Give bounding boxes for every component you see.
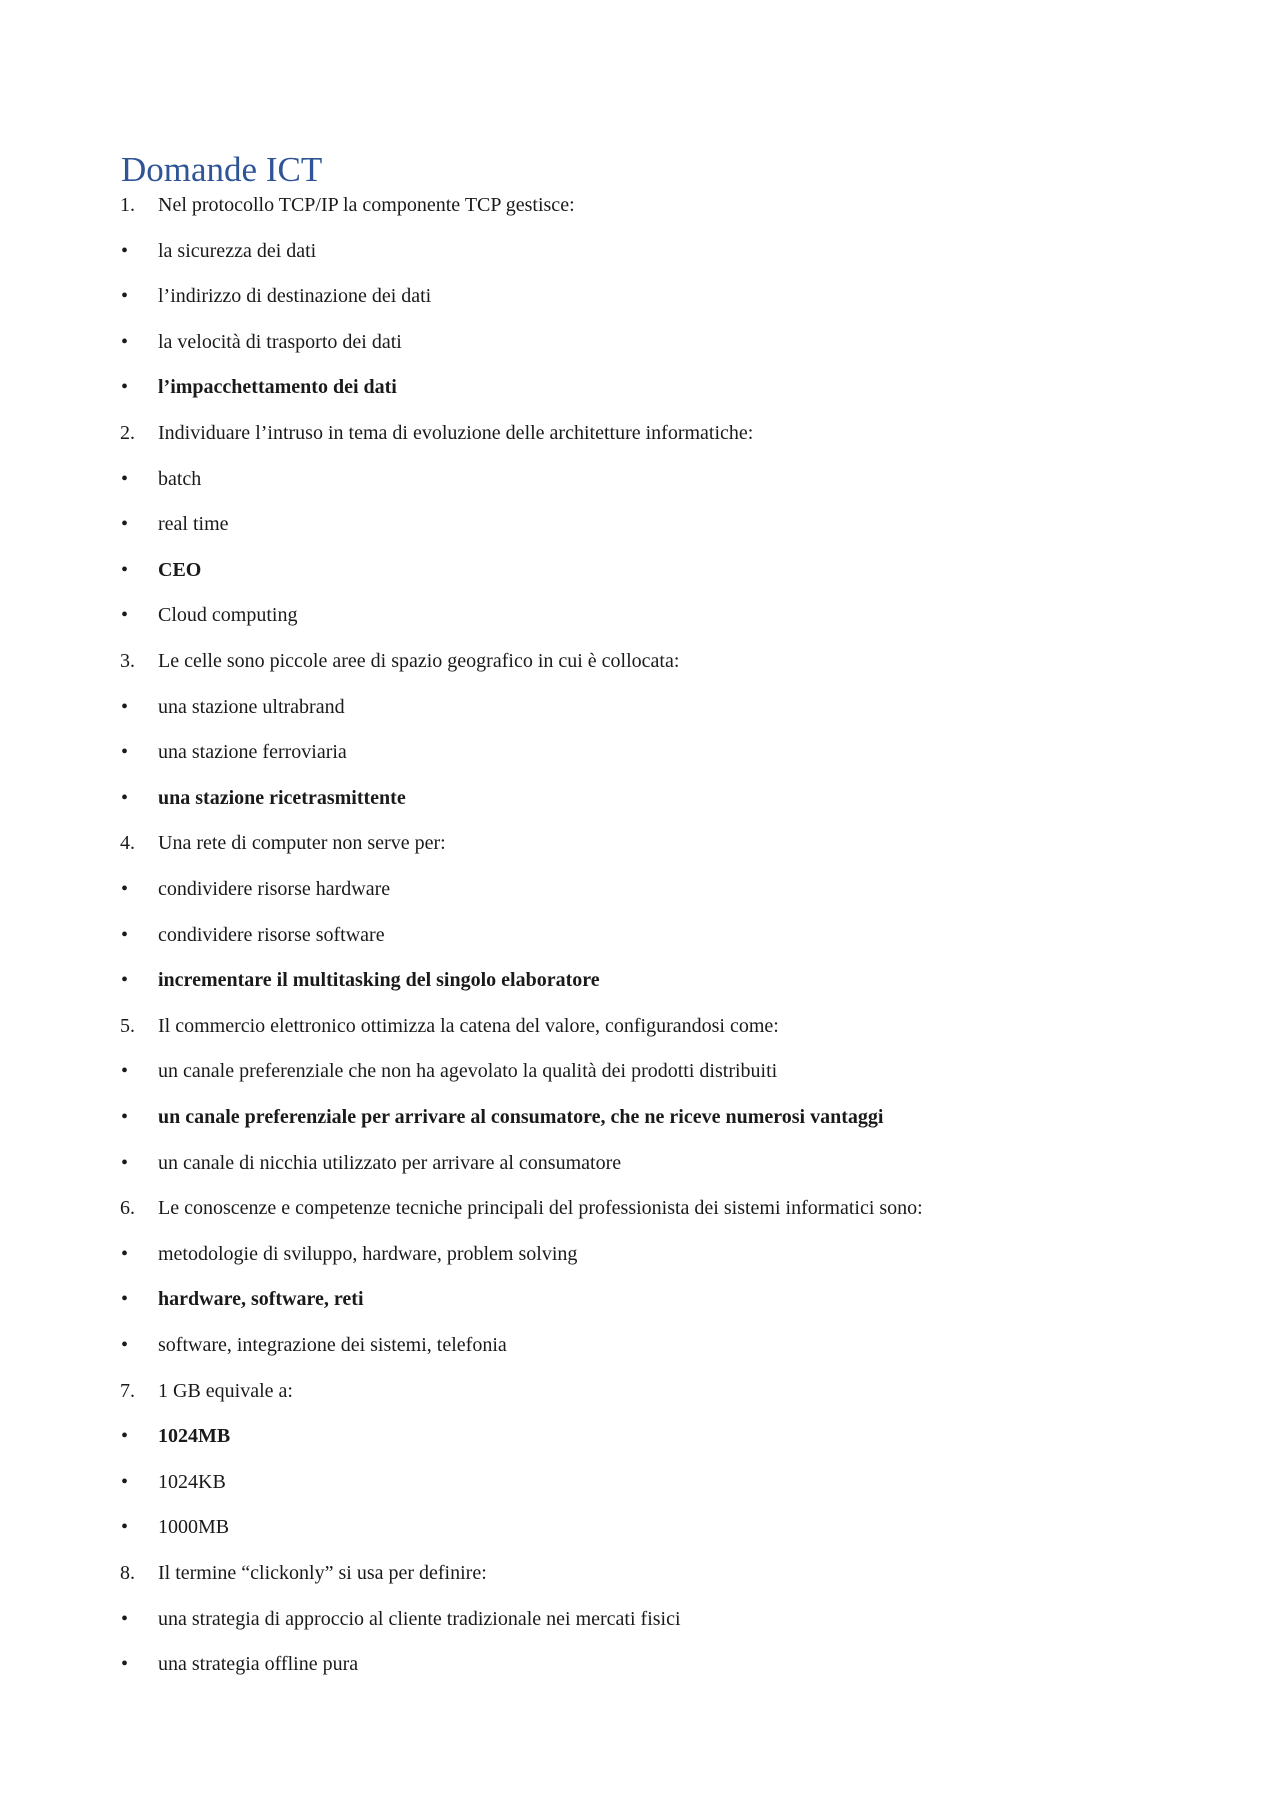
option-text: CEO: [158, 559, 202, 581]
question-text: Nel protocollo TCP/IP la componente TCP gestisce:: [158, 194, 575, 216]
option-text: Cloud computing: [158, 604, 298, 626]
answer-option: [0, 1649, 1280, 1679]
answer-option: [0, 464, 1280, 494]
answer-option-correct: [0, 555, 1280, 585]
option-text: la sicurezza dei dati: [158, 240, 317, 262]
question-number: 1.: [120, 194, 135, 216]
question-line: [0, 418, 1280, 448]
bullet-marker: •: [121, 468, 129, 490]
option-text: una stazione ultrabrand: [158, 696, 345, 718]
option-text: un canale preferenziale per arrivare al consumatore, che ne riceve numerosi vantaggi: [158, 1106, 884, 1128]
option-text: una stazione ricetrasmittente: [158, 787, 406, 809]
question-number: 8.: [120, 1562, 135, 1584]
question-text: Le celle sono piccole aree di spazio geografico in cui è collocata:: [158, 650, 680, 672]
option-text: una stazione ferroviaria: [158, 741, 347, 763]
question-text: Le conoscenze e competenze tecniche principali del professionista dei sistemi informatici sono:: [158, 1197, 923, 1219]
answer-option-correct: [0, 1421, 1280, 1451]
bullet-marker: •: [121, 924, 129, 946]
bullet-marker: •: [121, 1608, 129, 1630]
option-text: condividere risorse hardware: [158, 878, 391, 900]
option-text: 1000MB: [158, 1516, 230, 1538]
option-text: una strategia di approccio al cliente tradizionale nei mercati fisici: [158, 1608, 681, 1630]
option-text: incrementare il multitasking del singolo elaboratore: [158, 969, 600, 991]
answer-option: [0, 1148, 1280, 1178]
option-text: 1024KB: [158, 1471, 226, 1493]
question-text: Il commercio elettronico ottimizza la catena del valore, configurandosi come:: [158, 1015, 779, 1037]
question-line: [0, 190, 1280, 220]
answer-option: [0, 281, 1280, 311]
answer-option-correct: [0, 1284, 1280, 1314]
option-text: l’indirizzo di destinazione dei dati: [158, 285, 432, 307]
answer-option: [0, 236, 1280, 266]
answer-option: [0, 1512, 1280, 1542]
option-text: la velocità di trasporto dei dati: [158, 331, 402, 353]
question-line: [0, 1558, 1280, 1588]
answer-option-correct: [0, 965, 1280, 995]
bullet-marker: •: [121, 331, 129, 353]
question-line: [0, 646, 1280, 676]
answer-option: [0, 1056, 1280, 1086]
bullet-marker: •: [121, 1516, 129, 1538]
bullet-marker: •: [121, 376, 129, 398]
bullet-marker: •: [121, 604, 129, 626]
page-title: Domande ICT: [121, 150, 323, 189]
bullet-marker: •: [121, 787, 129, 809]
question-number: 3.: [120, 650, 135, 672]
bullet-marker: •: [121, 1243, 129, 1265]
bullet-marker: •: [121, 1425, 129, 1447]
answer-option: [0, 737, 1280, 767]
option-text: metodologie di sviluppo, hardware, problem solving: [158, 1243, 578, 1265]
option-text: hardware, software, reti: [158, 1288, 364, 1310]
question-line: [0, 1011, 1280, 1041]
answer-option: [0, 1467, 1280, 1497]
bullet-marker: •: [121, 741, 129, 763]
bullet-marker: •: [121, 1334, 129, 1356]
question-line: [0, 1376, 1280, 1406]
question-line: [0, 828, 1280, 858]
bullet-marker: •: [121, 1152, 129, 1174]
answer-option: [0, 920, 1280, 950]
question-number: 7.: [120, 1380, 135, 1402]
bullet-marker: •: [121, 285, 129, 307]
bullet-marker: •: [121, 969, 129, 991]
question-line: [0, 1193, 1280, 1223]
answer-option-correct: [0, 783, 1280, 813]
question-text: Il termine “clickonly” si usa per definire:: [158, 1562, 487, 1584]
question-number: 2.: [120, 422, 135, 444]
question-number: 6.: [120, 1197, 135, 1219]
answer-option: [0, 692, 1280, 722]
answer-option-correct: [0, 1102, 1280, 1132]
bullet-marker: •: [121, 878, 129, 900]
bullet-marker: •: [121, 1471, 129, 1493]
answer-option-correct: [0, 372, 1280, 402]
answer-option: [0, 327, 1280, 357]
bullet-marker: •: [121, 696, 129, 718]
answer-option: [0, 1330, 1280, 1360]
bullet-marker: •: [121, 513, 129, 535]
answer-option: [0, 509, 1280, 539]
question-number: 4.: [120, 832, 135, 854]
question-text: 1 GB equivale a:: [158, 1380, 293, 1402]
bullet-marker: •: [121, 1653, 129, 1675]
option-text: un canale di nicchia utilizzato per arrivare al consumatore: [158, 1152, 622, 1174]
option-text: l’impacchettamento dei dati: [158, 376, 397, 398]
option-text: real time: [158, 513, 229, 535]
question-text: Una rete di computer non serve per:: [158, 832, 446, 854]
option-text: 1024MB: [158, 1425, 231, 1447]
question-number: 5.: [120, 1015, 135, 1037]
bullet-marker: •: [121, 559, 129, 581]
bullet-marker: •: [121, 240, 129, 262]
bullet-marker: •: [121, 1106, 129, 1128]
question-text: Individuare l’intruso in tema di evoluzione delle architetture informatiche:: [158, 422, 754, 444]
answer-option: [0, 874, 1280, 904]
option-text: una strategia offline pura: [158, 1653, 359, 1675]
option-text: batch: [158, 468, 202, 490]
answer-option: [0, 1604, 1280, 1634]
option-text: condividere risorse software: [158, 924, 385, 946]
option-text: un canale preferenziale che non ha agevolato la qualità dei prodotti distribuiti: [158, 1060, 778, 1082]
bullet-marker: •: [121, 1288, 129, 1310]
option-text: software, integrazione dei sistemi, telefonia: [158, 1334, 507, 1356]
bullet-marker: •: [121, 1060, 129, 1082]
answer-option: [0, 1239, 1280, 1269]
answer-option: [0, 600, 1280, 630]
